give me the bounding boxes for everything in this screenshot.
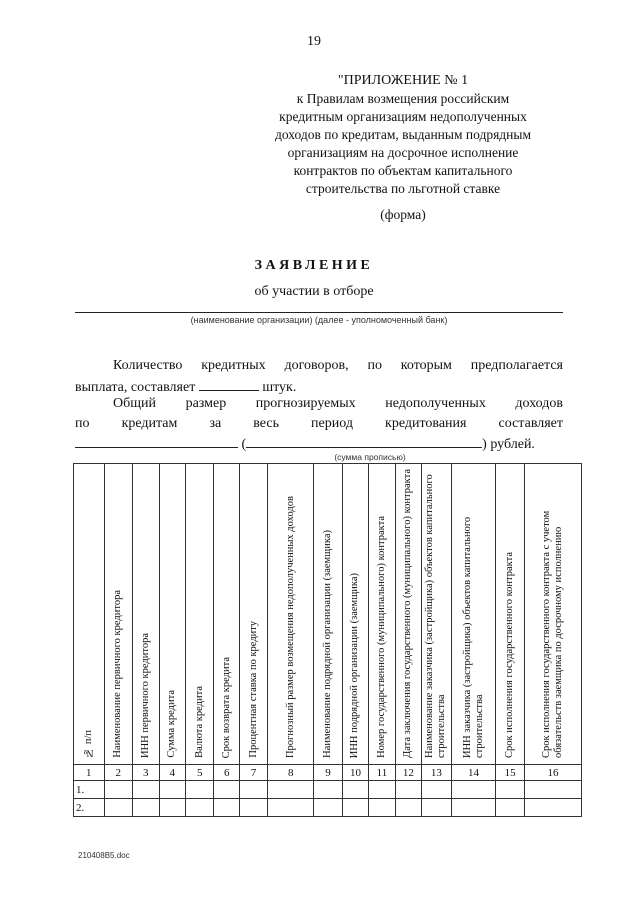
table-cell[interactable] xyxy=(342,799,368,817)
table-cell[interactable] xyxy=(342,781,368,799)
column-number: 10 xyxy=(342,765,368,781)
appendix-title: "ПРИЛОЖЕНИЕ № 1 xyxy=(337,73,469,88)
column-number: 2 xyxy=(104,765,133,781)
column-header xyxy=(451,464,496,765)
column-header-label: Процентная ставка по кредиту xyxy=(247,621,259,758)
table-cell[interactable] xyxy=(524,781,581,799)
column-number: 1 xyxy=(74,765,105,781)
organization-name-hint: (наименование организации) (далее - уполномоченный банк) xyxy=(190,315,448,325)
table-cell[interactable] xyxy=(369,781,395,799)
table-cell[interactable] xyxy=(159,799,185,817)
column-number: 11 xyxy=(369,765,395,781)
column-header xyxy=(524,464,581,765)
paragraph-income-line1: Общий размер прогнозируемых недополученных доходов xyxy=(113,396,563,411)
column-header-label: № п/п xyxy=(82,730,94,758)
column-numbers-row xyxy=(74,765,582,781)
table-cell[interactable] xyxy=(451,781,496,799)
paragraph-contracts-text: выплата, составляет xyxy=(75,380,196,395)
column-header-label: ИНН заказчика (застройщика) объектов капитального строительства xyxy=(461,516,485,758)
appendix-line: кредитным организациям недополученных xyxy=(279,109,527,124)
appendix-line: контрактов по объектам капитального xyxy=(293,163,513,178)
table-row xyxy=(74,799,582,817)
column-header-label: Валюта кредита xyxy=(193,686,205,758)
table-cell[interactable] xyxy=(395,781,421,799)
column-number: 14 xyxy=(451,765,496,781)
appendix-line: организациям на досрочное исполнение xyxy=(287,145,519,160)
contracts-count-blank[interactable] xyxy=(199,376,259,391)
table-cell[interactable] xyxy=(496,781,525,799)
amount-words-hint: (сумма прописью) xyxy=(334,452,406,462)
table-cell[interactable] xyxy=(239,781,268,799)
table-cell[interactable] xyxy=(395,799,421,817)
column-number: 6 xyxy=(214,765,239,781)
table-cell[interactable] xyxy=(422,799,452,817)
table-cell[interactable] xyxy=(524,799,581,817)
table-cell[interactable] xyxy=(314,781,343,799)
paragraph-income-line3 xyxy=(75,433,563,455)
column-header-label: Номер государственного (муниципального) контракта xyxy=(375,516,387,758)
column-number: 12 xyxy=(395,765,421,781)
paragraph-income-line2: по кредитам за весь период кредитования составляет xyxy=(75,416,563,431)
column-number: 7 xyxy=(239,765,268,781)
column-header xyxy=(268,464,314,765)
column-header-label: Дата заключения государственного (муниципального) контракта xyxy=(402,469,414,758)
column-header-label: Срок возврата кредита xyxy=(220,656,232,758)
table-cell[interactable] xyxy=(214,799,239,817)
column-number: 16 xyxy=(524,765,581,781)
column-number: 3 xyxy=(133,765,159,781)
column-header-label: ИНН подрядной организации (заемщика) xyxy=(349,572,361,758)
table-row xyxy=(74,781,582,799)
column-header xyxy=(395,464,421,765)
table-cell[interactable] xyxy=(314,799,343,817)
column-header xyxy=(314,464,343,765)
table-cell[interactable] xyxy=(104,781,133,799)
appendix-block xyxy=(258,72,548,224)
table-cell[interactable] xyxy=(369,799,395,817)
column-header-label: Наименование первичного кредитора xyxy=(112,590,124,758)
table-cell[interactable] xyxy=(133,799,159,817)
column-header-label: Прогнозный размер возмещения недополученных доходов xyxy=(284,495,296,758)
column-header-label: Наименование подрядной организации (заемщика) xyxy=(321,530,333,758)
paragraph-contracts-line1: Количество кредитных договоров, по которым предполагается xyxy=(113,358,563,373)
column-number: 9 xyxy=(314,765,343,781)
column-header xyxy=(74,464,105,765)
column-header-label: Наименование заказчика (застройщика) объектов капитального строительства xyxy=(424,474,448,758)
appendix-line: к Правилам возмещения российским xyxy=(296,91,510,106)
column-header-label: Срок исполнения государственного контракта с учетом обязательств заемщика по досрочному исполнению xyxy=(540,510,564,758)
column-number: 5 xyxy=(185,765,214,781)
column-number: 13 xyxy=(422,765,452,781)
table-cell[interactable] xyxy=(159,781,185,799)
table-cell[interactable] xyxy=(214,781,239,799)
column-header xyxy=(104,464,133,765)
column-number: 8 xyxy=(268,765,314,781)
table-cell[interactable] xyxy=(268,781,314,799)
column-header xyxy=(133,464,159,765)
appendix-line: доходов по кредитам, выданным подрядным xyxy=(274,127,532,142)
table-cell[interactable] xyxy=(496,799,525,817)
table-header-row xyxy=(74,464,582,765)
column-header xyxy=(159,464,185,765)
table-cell[interactable] xyxy=(451,799,496,817)
row-number: 1. xyxy=(74,781,105,799)
footer-filename: 210408В5.doc xyxy=(78,851,130,860)
page-number: 19 xyxy=(307,34,321,49)
document-subtitle: об участии в отборе xyxy=(254,284,374,299)
table-cell[interactable] xyxy=(422,781,452,799)
column-header-label: Срок исполнения государственного контракта xyxy=(504,552,516,758)
table-cell[interactable] xyxy=(185,799,214,817)
column-header xyxy=(185,464,214,765)
row-number: 2. xyxy=(74,799,105,817)
column-header xyxy=(369,464,395,765)
column-header xyxy=(496,464,525,765)
organization-name-line[interactable] xyxy=(75,312,563,313)
table-cell[interactable] xyxy=(239,799,268,817)
column-header xyxy=(214,464,239,765)
table-cell[interactable] xyxy=(133,781,159,799)
table-cell[interactable] xyxy=(268,799,314,817)
amount-open-paren: ( xyxy=(241,437,247,452)
table-cell[interactable] xyxy=(104,799,133,817)
amount-words-blank[interactable] xyxy=(246,433,482,448)
column-number: 4 xyxy=(159,765,185,781)
table-cell[interactable] xyxy=(185,781,214,799)
column-number: 15 xyxy=(496,765,525,781)
form-label: (форма) xyxy=(380,207,426,222)
column-header-label: Сумма кредита xyxy=(166,690,178,758)
document-title: ЗАЯВЛЕНИЕ xyxy=(254,258,374,273)
amount-digits-blank[interactable] xyxy=(75,433,238,448)
column-header xyxy=(342,464,368,765)
applications-table xyxy=(73,463,582,817)
column-header-label: ИНН первичного кредитора xyxy=(139,633,151,758)
column-header xyxy=(239,464,268,765)
column-header xyxy=(422,464,452,765)
amount-unit: ) рублей. xyxy=(482,437,535,452)
appendix-line: строительства по льготной ставке xyxy=(305,181,501,196)
paragraph-contracts-unit: штук. xyxy=(262,380,297,395)
